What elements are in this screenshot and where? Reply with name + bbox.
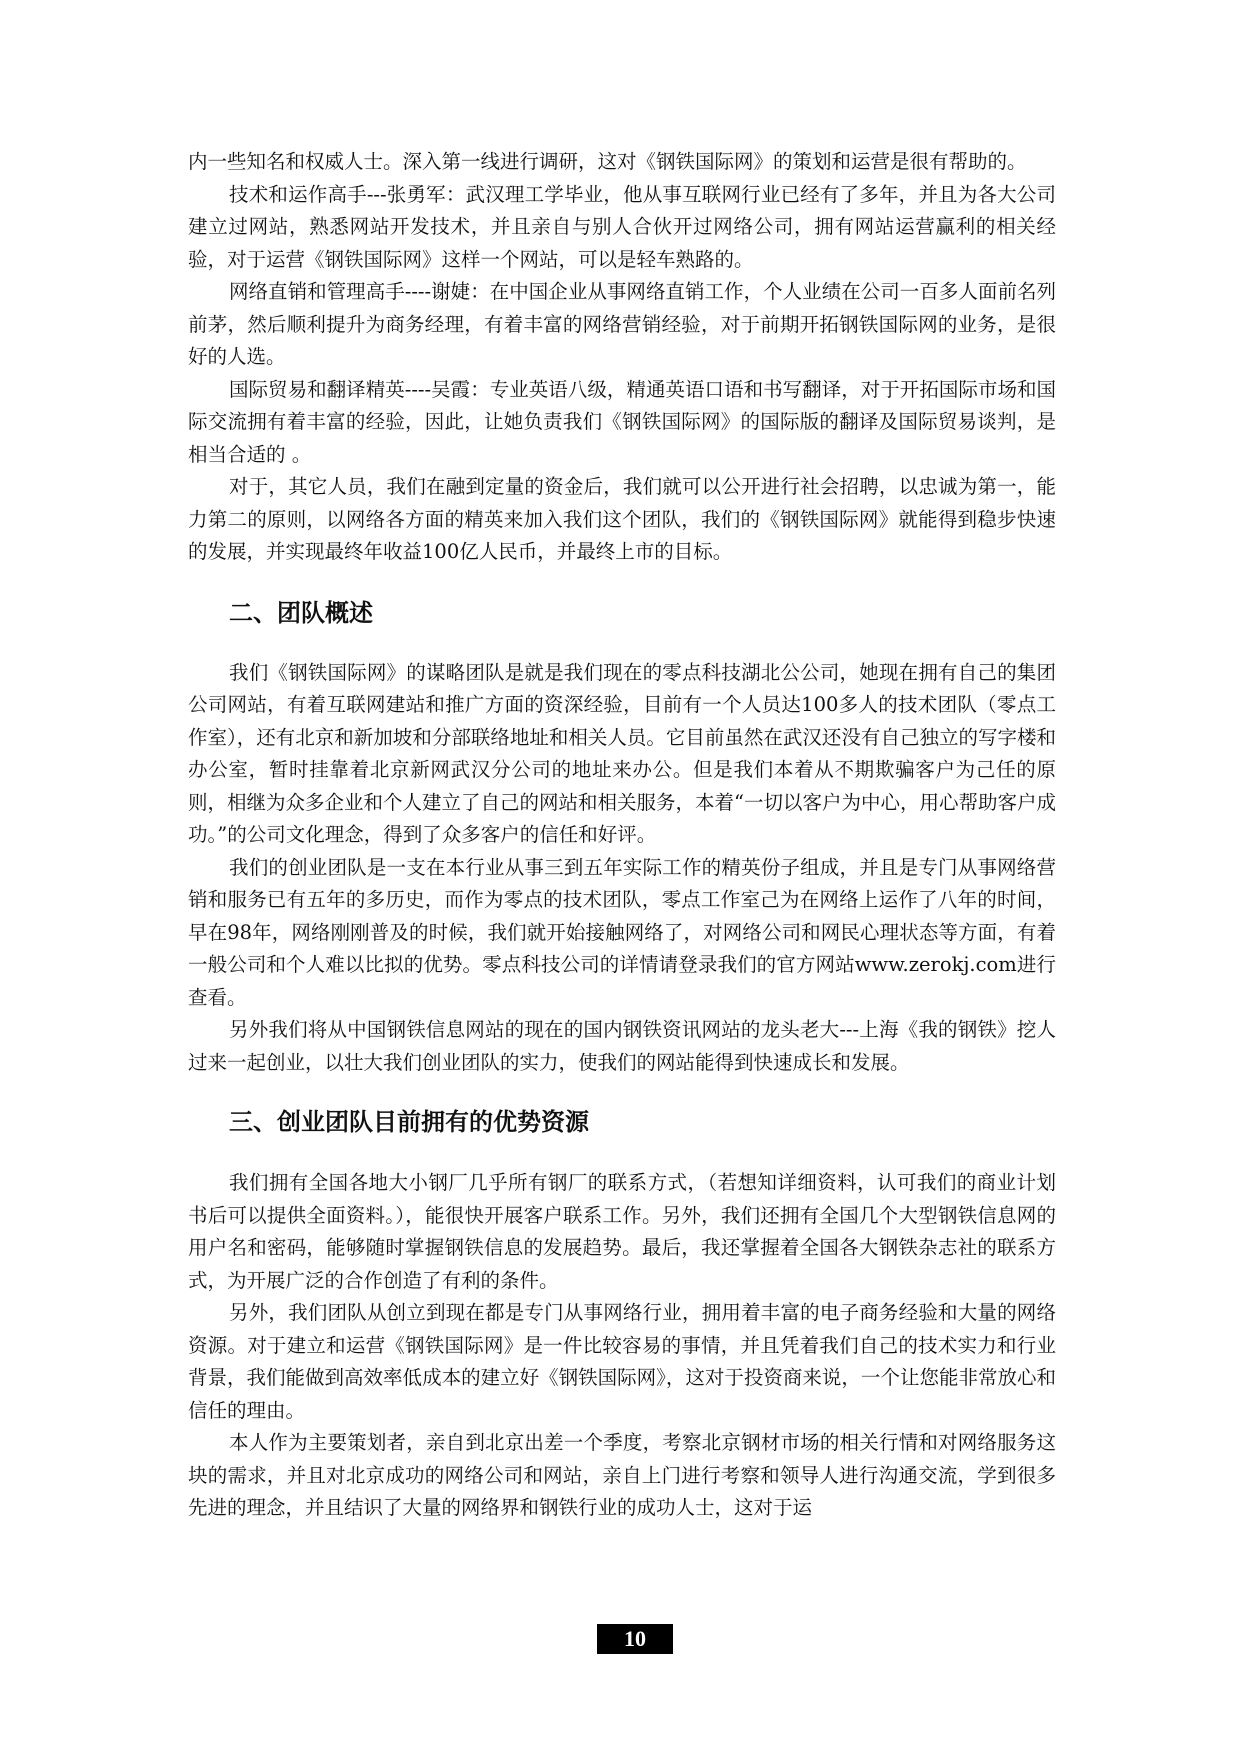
paragraph: 本人作为主要策划者，亲自到北京出差一个季度，考察北京钢材市场的相关行情和对网络服务这块的需求，并且对北京成功的网络公司和网站，亲自上门进行考察和领导人进行沟通交流，学到很多先进的理念，并且结识了大量的网络界和钢铁行业的成功人士，这对于运: [188, 1431, 1056, 1519]
paragraph: 我们的创业团队是一支在本行业从事三到五年实际工作的精英份子组成，并且是专门从事网络营销和服务已有五年的多历史，而作为零点的技术团队，零点工作室己为在网络上运作了八年的时间，早在98年，网络刚刚普及的时候，我们就开始接触网络了，对网络公司和网民心理状态等方面，有着一般公司和个人难以比拟的优势。零点科技公司的详情请登录我们的官方网站www.zerokj.com进行查看。: [188, 855, 1056, 1009]
section-heading-team-overview: 二、团队概述: [229, 598, 373, 627]
paragraph: 网络直销和管理高手----谢婕：在中国企业从事网络直销工作，个人业绩在公司一百多人面前名列前茅，然后顺利提升为商务经理，有着丰富的网络营销经验，对于前期开拓钢铁国际网的业务，是很好的人选。: [188, 280, 1056, 368]
section-heading-advantage-resources: 三、创业团队目前拥有的优势资源: [229, 1108, 589, 1136]
page-number-badge: 10: [597, 1624, 673, 1654]
page-content: [188, 146, 1056, 1525]
paragraph: 内一些知名和权威人士。深入第一线进行调研，这对《钢铁国际网》的策划和运营是很有帮助的。: [188, 150, 1027, 173]
paragraph: 技术和运作高手---张勇军：武汉理工学毕业，他从事互联网行业已经有了多年，并且为各大公司建立过网站，熟悉网站开发技术，并且亲自与别人合伙开过网络公司，拥有网站运营赢利的相关经验，对于运营《钢铁国际网》这样一个网站，可以是轻车熟路的。: [188, 182, 1056, 271]
paragraph: 另外我们将从中国钢铁信息网站的现在的国内钢铁资讯网站的龙头老大---上海《我的钢铁》挖人过来一起创业，以壮大我们创业团队的实力，使我们的网站能得到快速成长和发展。: [188, 1018, 1056, 1074]
paragraph: 国际贸易和翻译精英----吴霞：专业英语八级，精通英语口语和书写翻译，对于开拓国际市场和国际交流拥有着丰富的经验，因此，让她负责我们《钢铁国际网》的国际版的翻译及国际贸易谈判，是相当合适的 。: [188, 377, 1056, 466]
paragraph: 我们《钢铁国际网》的谋略团队是就是我们现在的零点科技湖北公公司，她现在拥有自己的集团公司网站，有着互联网建站和推广方面的资深经验，目前有一个人员达100多人的技术团队（零点工作室），还有北京和新加坡和分部联络地址和相关人员。它目前虽然在武汉还没有自己独立的写字楼和办公室，暂时挂靠着北京新网武汉分公司的地址来办公。但是我们本着从不期欺骗客户为己任的原则，相继为众多企业和个人建立了自己的网站和相关服务，本着“一切以客户为中心，用心帮助客户成功。”的公司文化理念，得到了众多客户的信任和好评。: [188, 660, 1056, 846]
paragraph: 另外，我们团队从创立到现在都是专门从事网络行业，拥用着丰富的电子商务经验和大量的网络资源。对于建立和运营《钢铁国际网》是一件比较容易的事情，并且凭着我们自己的技术实力和行业背景，我们能做到高效率低成本的建立好《钢铁国际网》，这对于投资商来说，一个让您能非常放心和信任的理由。: [188, 1301, 1056, 1422]
paragraph: 我们拥有全国各地大小钢厂几乎所有钢厂的联系方式，（若想知详细资料，认可我们的商业计划书后可以提供全面资料。），能很快开展客户联系工作。另外，我们还拥有全国几个大型钢铁信息网的用户名和密码，能够随时掌握钢铁信息的发展趋势。最后，我还掌握着全国各大钢铁杂志社的联系方式，为开展广泛的合作创造了有利的条件。: [188, 1171, 1056, 1292]
paragraph: 对于，其它人员，我们在融到定量的资金后，我们就可以公开进行社会招聘，以忠诚为第一，能力第二的原则，以网络各方面的精英来加入我们这个团队，我们的《钢铁国际网》就能得到稳步快速的发展，并实现最终年收益100亿人民币，并最终上市的目标。: [188, 475, 1056, 563]
